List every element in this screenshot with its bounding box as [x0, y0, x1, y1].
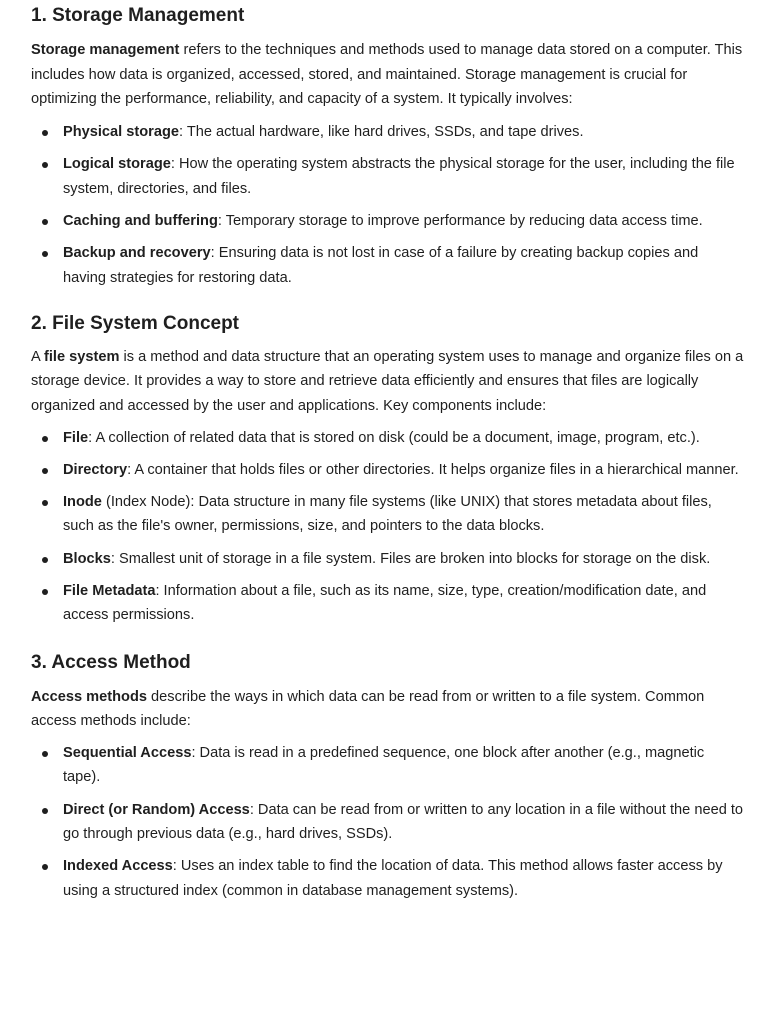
section-heading: 2. File System Concept [31, 312, 240, 334]
item-desc: (Index Node): Data structure in many file systems (like UNIX) that stores metadata about files, such as the file's owner, permissions, size, and pointers to the data blocks. [63, 493, 712, 535]
bullet-icon [42, 162, 48, 168]
item-desc: : The actual hardware, like hard drives, SSDs, and tape drives. [179, 123, 584, 140]
item-term: Sequential Access [63, 744, 192, 761]
bullet-icon [42, 751, 48, 757]
item-term: Physical storage [63, 123, 179, 140]
item-term: Backup and recovery [63, 244, 211, 261]
item-desc: : A collection of related data that is stored on disk (could be a document, image, program, etc.). [88, 429, 700, 446]
section-access-method [31, 636, 744, 904]
list-item [31, 120, 744, 145]
list-item [31, 854, 744, 903]
item-desc: : Smallest unit of storage in a file system. Files are broken into blocks for storage on the disk. [110, 550, 711, 567]
item-desc: : Uses an index table to find the location of data. This method allows faster access by using a structured index (common in database management systems). [63, 858, 723, 899]
list-item [31, 547, 744, 572]
bullet-icon [42, 808, 48, 814]
list-item [31, 490, 744, 539]
bullet-icon [42, 468, 48, 474]
item-term: Logical storage [63, 155, 171, 172]
item-term: File Metadata [63, 582, 156, 599]
intro-text: is a method and data structure that an operating system uses to manage and organize files on a storage device. It provides a way to store and retrieve data efficiently and ensures that files are logically organized and accessed by the user and applications. Key components include: [31, 348, 744, 414]
item-term: Blocks [63, 550, 111, 567]
list-item [31, 152, 744, 201]
intro-term: file system [43, 348, 120, 365]
list-item [31, 241, 744, 290]
list-item [31, 426, 744, 451]
list-item [31, 209, 744, 234]
bullet-list [31, 426, 744, 629]
bullet-icon [42, 130, 48, 136]
item-desc: : Information about a file, such as its name, size, type, creation/modification date, and access permissions. [63, 582, 707, 624]
bullet-icon [42, 219, 48, 225]
section-storage-management [31, 0, 744, 290]
bullet-icon [42, 436, 48, 442]
item-term: File [63, 429, 89, 446]
list-item [31, 741, 744, 790]
list-item [31, 579, 744, 628]
section-heading: 1. Storage Management [31, 5, 245, 26]
bullet-list [31, 120, 744, 290]
intro-text: describe the ways in which data can be read from or written to a file system. Common access methods include: [31, 688, 705, 730]
intro-term: Access methods [31, 688, 147, 705]
section-heading: 3. Access Method [31, 651, 191, 673]
item-desc: : Data is read in a predefined sequence, one block after another (e.g., magnetic tape). [63, 744, 705, 786]
bullet-icon [42, 500, 48, 506]
bullet-icon [42, 864, 48, 870]
bullet-list [31, 741, 744, 904]
bullet-icon [42, 557, 48, 563]
item-desc: : A container that holds files or other directories. It helps organize files in a hierarchical manner. [127, 461, 739, 478]
section-intro [31, 345, 744, 419]
bullet-icon [42, 251, 48, 257]
intro-term: Storage management [31, 42, 180, 58]
item-desc: : Ensuring data is not lost in case of a failure by creating backup copies and having strategies for restoring data. [63, 244, 699, 286]
intro-text: refers to the techniques and methods used to manage data stored on a computer. This includes how data is organized, accessed, stored, and maintained. Storage management is crucial for optimizing the performance, reliability, and capacity of a system. It typically involves: [31, 42, 743, 108]
intro-prefix: A [31, 348, 44, 365]
section-intro [31, 38, 744, 112]
item-term: Inode [63, 493, 102, 510]
bullet-icon [42, 589, 48, 595]
item-term: Caching and buffering [63, 212, 218, 229]
item-term: Direct (or Random) Access [63, 801, 250, 818]
section-file-system-concept [31, 298, 744, 628]
item-term: Directory [63, 461, 128, 478]
item-term: Indexed Access [63, 858, 173, 875]
item-desc: : Temporary storage to improve performance by reducing data access time. [217, 212, 703, 229]
section-intro [31, 685, 744, 734]
item-desc: : Data can be read from or written to any location in a file without the need to go through previous data (e.g., hard drives, SSDs). [63, 801, 744, 843]
list-item [31, 798, 744, 847]
list-item [31, 458, 744, 483]
item-desc: : How the operating system abstracts the physical storage for the user, including the file system, directories, and files. [63, 155, 735, 197]
